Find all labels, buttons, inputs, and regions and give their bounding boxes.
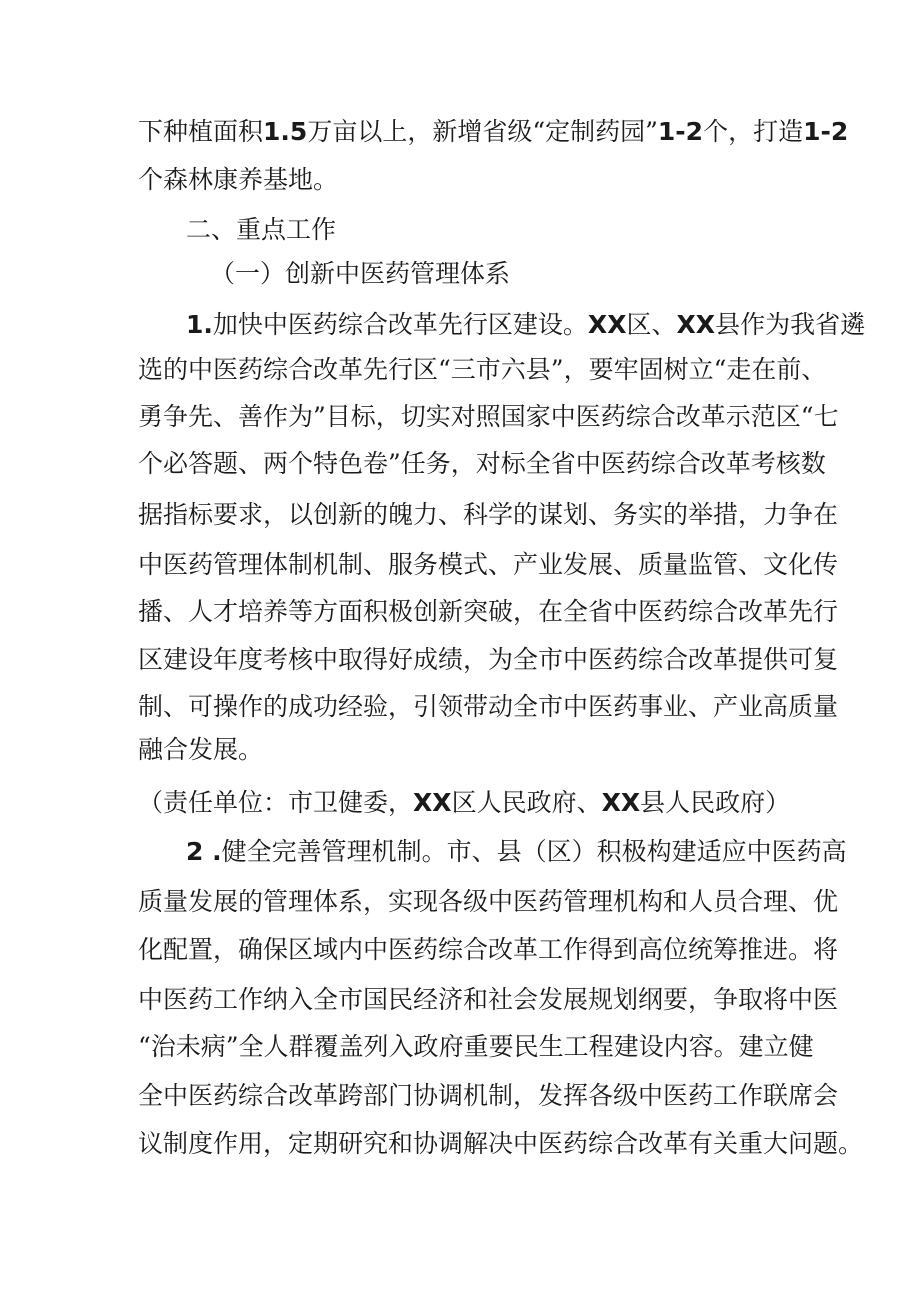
text-line <box>138 444 826 484</box>
text-line <box>138 112 849 152</box>
text-span: （一）创新中医药管理体系 <box>210 259 511 288</box>
bold-text-span: 1-2 <box>657 117 704 146</box>
bold-text-span: 2 . <box>186 837 222 866</box>
text-line <box>138 1027 814 1067</box>
text-line <box>138 640 839 680</box>
text-line <box>138 687 839 727</box>
text-span: “治未病”全人群覆盖列入政府重要民生工程建设内容。建立健 <box>138 1032 814 1061</box>
text-line <box>138 783 791 823</box>
text-span: 播、人才培养等方面积极创新突破，在全省中医药综合改革先行 <box>138 597 839 626</box>
text-span: 中医药管理体制机制、服务模式、产业发展、质量监管、文化传 <box>138 550 839 579</box>
bold-text-span: 1-2 <box>803 117 849 146</box>
text-span: （责任单位：市卫健委， <box>138 788 414 817</box>
text-line <box>186 832 847 872</box>
text-line <box>138 545 839 585</box>
text-span: 区、 <box>626 310 677 339</box>
text-line <box>138 397 839 437</box>
text-span: 下种植面积 <box>138 117 264 146</box>
text-line <box>138 882 839 922</box>
text-span: 勇争先、善作为”目标，切实对照国家中医药综合改革示范区“七 <box>138 402 839 431</box>
bold-text-span: XX <box>601 788 641 817</box>
text-span: 县作为我省遴 <box>715 310 866 339</box>
text-span: 个必答题、两个特色卷”任务，对标全省中医药综合改革考核数 <box>138 449 826 478</box>
text-line <box>138 980 839 1020</box>
bold-text-span: XX <box>413 788 452 817</box>
text-span: 县人民政府） <box>640 788 791 817</box>
text-line <box>138 1076 839 1116</box>
text-span: 选的中医药综合改革先行区“三市六县”，要牢固树立“走在前、 <box>138 355 827 384</box>
text-span: 健全完善管理机制。市、县（区）积极构建适应中医药高 <box>221 837 847 866</box>
text-span: 据指标要求，以创新的魄力、科学的谋划、务实的举措，力争在 <box>138 500 839 529</box>
text-line <box>138 350 827 390</box>
text-span: 议制度作用，定期研究和协调解决中医药综合改革有关重大问题。 <box>138 1129 864 1158</box>
text-span: 万亩以上，新增省级“定制药园” <box>307 117 658 146</box>
text-line <box>138 930 839 970</box>
text-span: 个森林康养基地。 <box>138 165 339 194</box>
bold-text-span: 1. <box>186 310 213 339</box>
text-span: 中医药工作纳入全市国民经济和社会发展规划纲要，争取将中医 <box>138 985 839 1014</box>
text-span: 加快中医药综合改革先行区建设。 <box>212 310 588 339</box>
text-line <box>138 160 788 200</box>
bold-text-span: XX <box>676 310 716 339</box>
text-line <box>138 592 839 632</box>
bold-text-span: 1.5 <box>263 117 308 146</box>
text-span: 个，打造 <box>703 117 804 146</box>
text-line <box>210 254 788 294</box>
text-span: 质量发展的管理体系，实现各级中医药管理机构和人员合理、优 <box>138 887 839 916</box>
text-span: 融合发展。 <box>138 735 264 764</box>
bold-text-span: XX <box>587 310 627 339</box>
text-span: 二、重点工作 <box>186 215 337 244</box>
text-line <box>186 210 788 250</box>
text-line <box>186 305 866 345</box>
text-span: 化配置，确保区域内中医药综合改革工作得到高位统筹推进。将 <box>138 935 839 964</box>
text-span: 区建设年度考核中取得好成绩，为全市中医药综合改革提供可复 <box>138 645 839 674</box>
text-line <box>138 495 839 535</box>
text-line <box>138 1124 864 1164</box>
text-span: 区人民政府、 <box>451 788 602 817</box>
text-span: 全中医药综合改革跨部门协调机制，发挥各级中医药工作联席会 <box>138 1081 839 1110</box>
text-line <box>138 730 788 770</box>
text-span: 制、可操作的成功经验，引领带动全市中医药事业、产业高质量 <box>138 692 839 721</box>
